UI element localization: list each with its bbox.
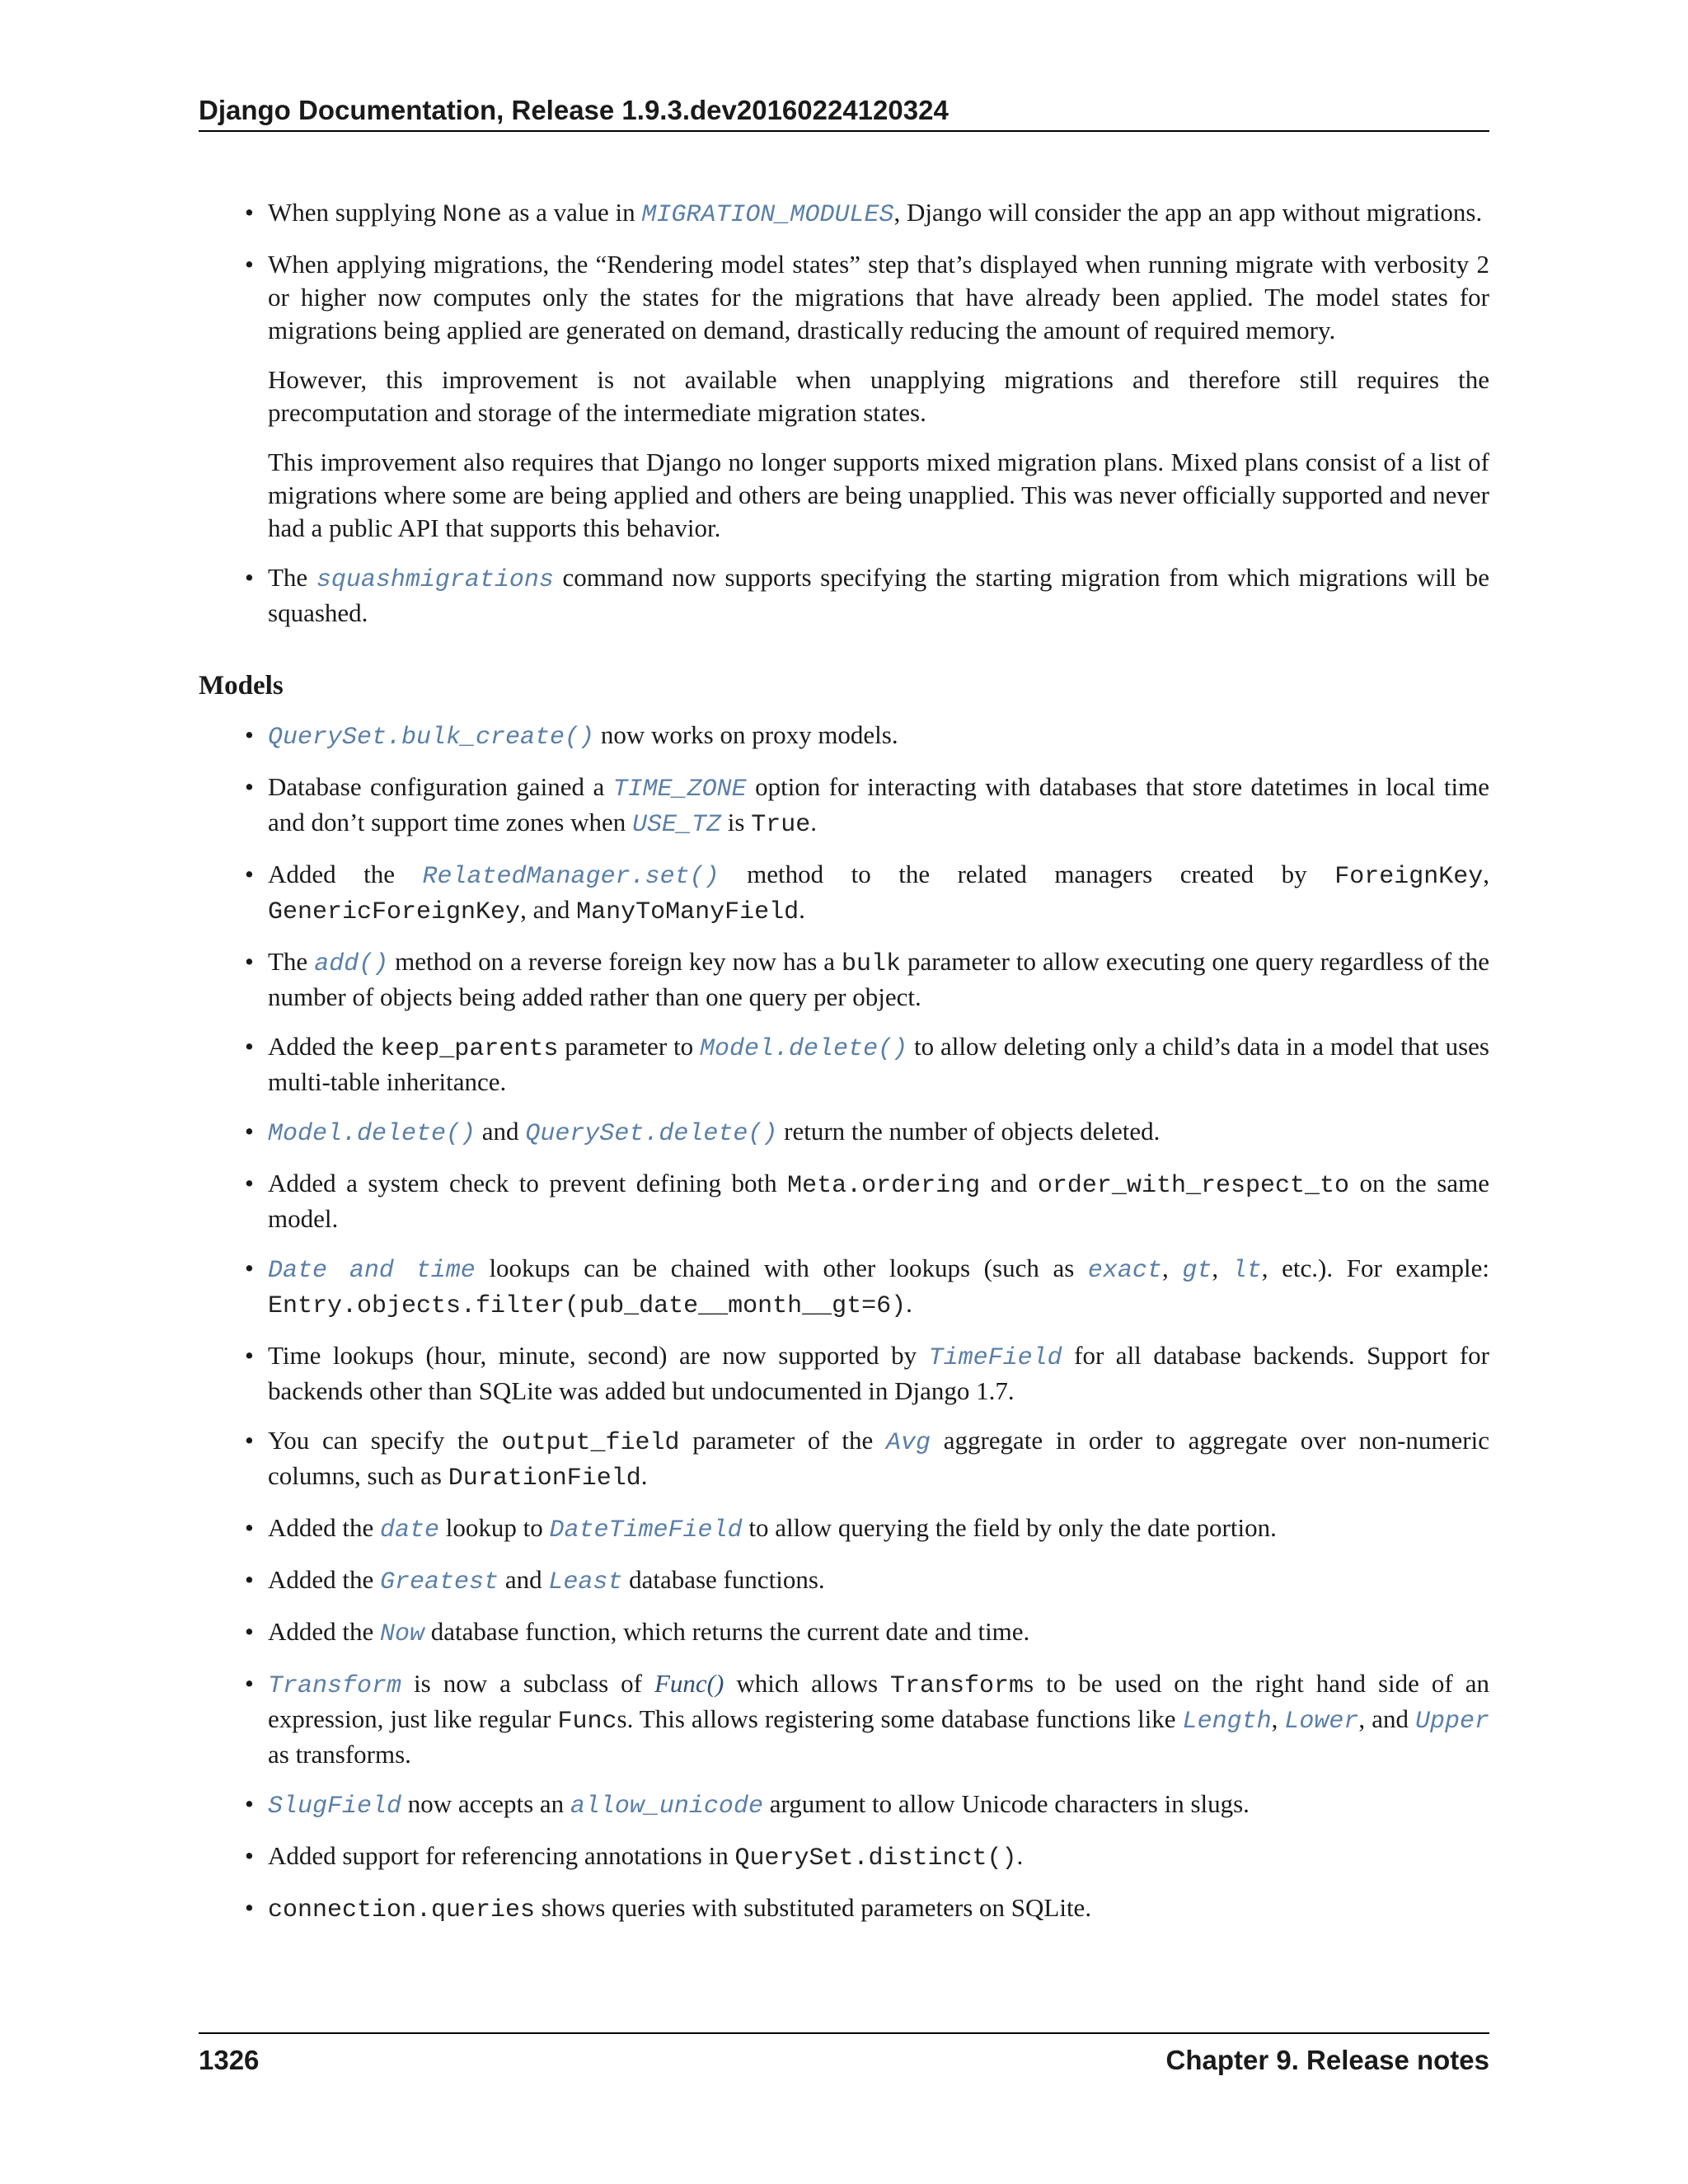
running-header: Django Documentation, Release 1.9.3.dev20160224120324 [199, 92, 1489, 132]
list-item: • Database configuration gained a TIME_ZONE option for interacting with databases that store datetimes in local time and don’t support time zones when USE_TZ is True. [199, 771, 1489, 841]
doc-link[interactable]: TimeField [928, 1344, 1062, 1372]
migrations-bullet-list [199, 196, 1489, 630]
doc-link[interactable]: Model.delete() [700, 1035, 908, 1063]
code-literal: bulk [842, 950, 902, 978]
list-item: • Transform is now a subclass of Func() which allows Transforms to be used on the right hand side of an expression, just like regular Funcs. This allows registering some database functions like Length, Lower, and Upper as transforms. [199, 1667, 1489, 1771]
models-bullet-list [199, 719, 1489, 1927]
page-number: 1326 [199, 2045, 260, 2075]
doc-link[interactable]: Func() [654, 1669, 724, 1698]
code-literal: connection.queries [268, 1896, 536, 1924]
list-item: • When supplying None as a value in MIGRATION_MODULES, Django will consider the app an app without migrations. [199, 196, 1489, 232]
list-item: • Added the Greatest and Least database functions. [199, 1563, 1489, 1599]
doc-link[interactable]: gt [1182, 1257, 1212, 1285]
doc-link[interactable]: SlugField [268, 1793, 402, 1821]
doc-link[interactable]: DateTimeField [549, 1516, 743, 1544]
code-literal: Meta.ordering [787, 1172, 981, 1200]
list-item: • Added the Now database function, which returns the current date and time. [199, 1615, 1489, 1651]
list-item: • Added a system check to prevent defining both Meta.ordering and order_with_respect_to on the same model. [199, 1167, 1489, 1235]
doc-link[interactable]: QuerySet.bulk_create() [268, 724, 595, 752]
paragraph: • When applying migrations, the “Rendering model states” step that’s displayed when running migrate with verbosity 2 or higher now computes only the states for the migrations that have already been applied. The model states for migrations being applied are generated on demand, drastically reducing the amount of required memory. [268, 250, 1489, 344]
list-item: • Added the keep_parents parameter to Model.delete() to allow deleting only a child’s data in a model that uses multi-table inheritance. [199, 1030, 1489, 1099]
code-literal: QuerySet.distinct() [734, 1844, 1017, 1872]
list-item: • Added the RelatedManager.set() method to the related managers created by ForeignKey, GenericForeignKey, and ManyToManyField. [199, 858, 1489, 929]
list-item [199, 248, 1489, 545]
doc-link[interactable]: Greatest [380, 1568, 499, 1596]
code-literal: order_with_respect_to [1037, 1172, 1349, 1200]
chapter-title: Chapter 9. Release notes [1165, 2045, 1489, 2075]
doc-link[interactable]: Model.delete() [268, 1120, 476, 1148]
page-content [199, 196, 1489, 1943]
code-literal: DurationField [448, 1465, 641, 1493]
doc-link[interactable]: Lower [1284, 1708, 1359, 1736]
doc-link[interactable]: squashmigrations [316, 566, 554, 594]
doc-link[interactable]: TIME_ZONE [612, 776, 747, 804]
doc-link[interactable]: exact [1087, 1257, 1162, 1285]
paragraph: This improvement also requires that Django no longer supports mixed migration plans. Mixed plans consist of a list of migrations where some are being applied and others are being unapplied. This was never officially supported and never had a public API that supports this behavior. [268, 448, 1489, 542]
list-item: • SlugField now accepts an allow_unicode argument to allow Unicode characters in slugs. [199, 1788, 1489, 1823]
list-item: • QuerySet.bulk_create() now works on proxy models. [199, 719, 1489, 754]
list-item: • The squashmigrations command now supports specifying the starting migration from which migrations will be squashed. [199, 561, 1489, 630]
doc-link[interactable]: RelatedManager.set() [422, 863, 720, 891]
list-item: • connection.queries shows queries with substituted parameters on SQLite. [199, 1891, 1489, 1927]
doc-link[interactable]: MIGRATION_MODULES [641, 201, 894, 229]
list-item: • Date and time lookups can be chained with other lookups (such as exact, gt, lt, etc.). For example: Entry.objects.filter(pub_date__month__gt=6). [199, 1252, 1489, 1323]
paragraph: However, this improvement is not available when unapplying migrations and therefore still requires the precomputation and storage of the intermediate migration states. [268, 365, 1489, 427]
code-literal: GenericForeignKey [268, 898, 521, 926]
code-literal: None [442, 201, 502, 229]
doc-link[interactable]: Now [380, 1620, 425, 1648]
list-item: • Model.delete() and QuerySet.delete() return the number of objects deleted. [199, 1115, 1489, 1151]
list-item: • Added support for referencing annotations in QuerySet.distinct(). [199, 1840, 1489, 1875]
section-heading: Models [199, 671, 284, 701]
doc-link[interactable]: Date and time [268, 1257, 476, 1285]
code-literal: output_field [501, 1429, 680, 1457]
doc-link[interactable]: Length [1182, 1708, 1272, 1736]
doc-link[interactable]: add() [314, 950, 389, 978]
doc-link[interactable]: date [380, 1516, 440, 1544]
doc-link[interactable]: USE_TZ [631, 811, 721, 839]
list-item: • Added the date lookup to DateTimeField to allow querying the field by only the date portion. [199, 1511, 1489, 1547]
doc-link[interactable]: allow_unicode [570, 1793, 763, 1821]
doc-link[interactable]: lt [1231, 1257, 1262, 1285]
doc-link[interactable]: Avg [885, 1429, 931, 1457]
code-literal: Entry.objects.filter(pub_date__month__gt=6) [268, 1292, 907, 1320]
doc-link[interactable]: Transform [268, 1672, 402, 1700]
list-item: • The add() method on a reverse foreign key now has a bulk parameter to allow executing one query regardless of the number of objects being added rather than one query per object. [199, 945, 1489, 1014]
code-literal: Transform [890, 1672, 1025, 1700]
code-literal: ForeignKey [1334, 863, 1484, 891]
running-footer [199, 2032, 1489, 2079]
doc-link[interactable]: QuerySet.delete() [525, 1120, 778, 1148]
code-literal: True [751, 811, 811, 839]
doc-link[interactable]: Least [548, 1568, 623, 1596]
list-item: • Time lookups (hour, minute, second) are now supported by TimeField for all database backends. Support for backends other than SQLite was added but undocumented in Django 1.7. [199, 1339, 1489, 1408]
code-literal: ManyToManyField [576, 898, 799, 926]
code-literal: Func [557, 1708, 617, 1736]
code-literal: keep_parents [380, 1035, 559, 1063]
doc-link[interactable]: Upper [1414, 1708, 1489, 1736]
list-item: • You can specify the output_field parameter of the Avg aggregate in order to aggregate over non-numeric columns, such as DurationField. [199, 1424, 1489, 1495]
